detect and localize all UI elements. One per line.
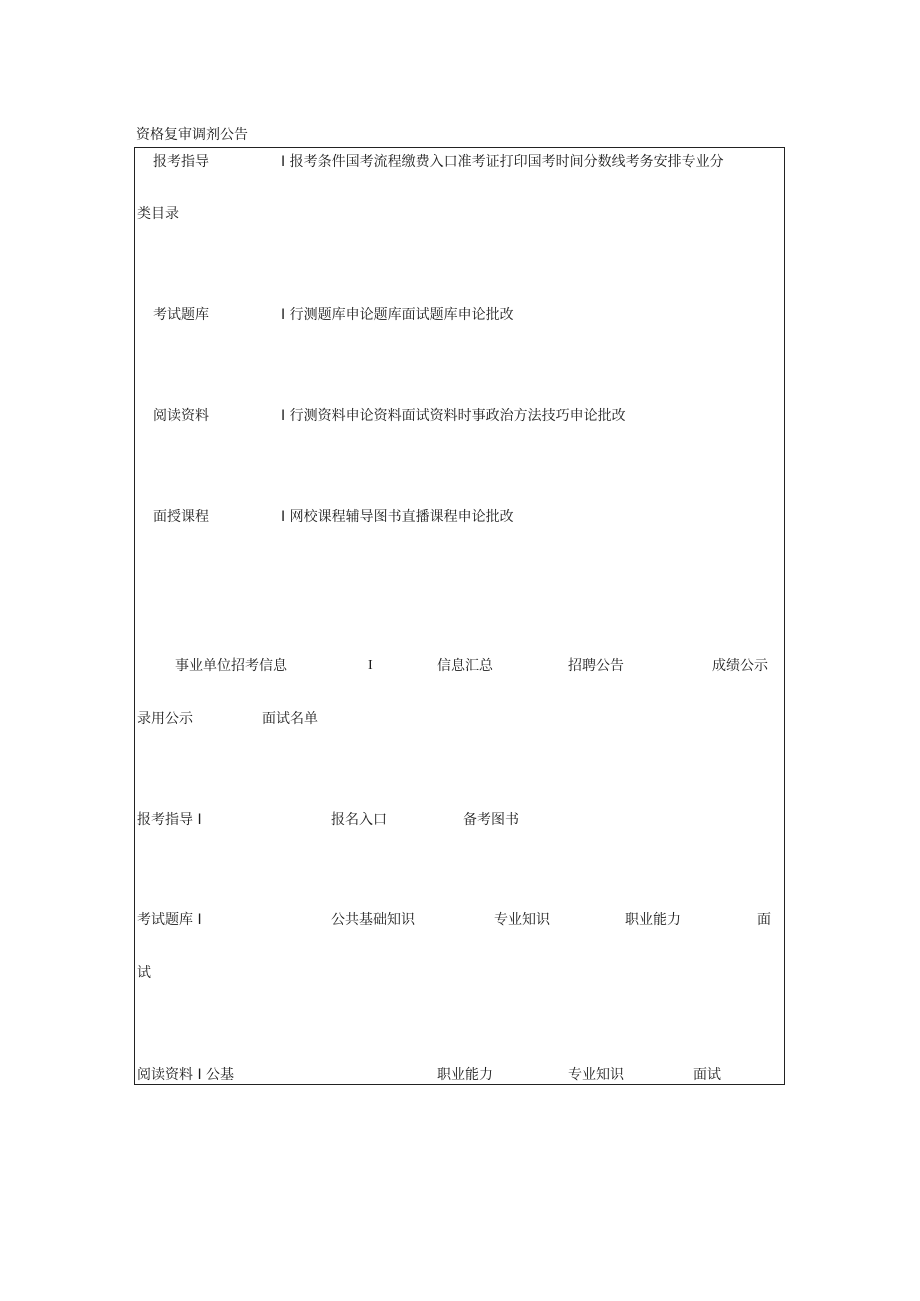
pi-info-link[interactable]: 成绩公示: [712, 658, 768, 674]
pi-bank-link[interactable]: 公共基础知识: [331, 912, 415, 928]
pi-bank-label[interactable]: 考试题库 I: [137, 912, 202, 928]
pi-guide-link[interactable]: 报名入口: [331, 812, 387, 828]
pi-bank-link[interactable]: 面: [757, 912, 771, 928]
guide-links-line2[interactable]: 类目录: [137, 206, 179, 222]
guide-label[interactable]: 报考指导: [153, 154, 209, 170]
pi-guide-link[interactable]: 备考图书: [463, 812, 519, 828]
pi-info-label[interactable]: 事业单位招考信息: [175, 658, 287, 674]
pi-reading-label[interactable]: 阅读资料 I 公基: [137, 1067, 235, 1083]
reading-links[interactable]: I 行测资料申论资料面试资料时事政治方法技巧申论批改: [281, 408, 626, 424]
pi-reading-link[interactable]: 专业知识: [568, 1067, 624, 1083]
pi-info-link[interactable]: 录用公示: [137, 711, 193, 727]
question-bank-label[interactable]: 考试题库: [153, 307, 209, 323]
pi-info-link[interactable]: 招聘公告: [568, 658, 624, 674]
nav-table: [134, 147, 785, 1085]
reading-label[interactable]: 阅读资料: [153, 408, 209, 424]
pi-reading-link[interactable]: 面试: [693, 1067, 721, 1083]
page-title: 资格复审调剂公告: [136, 127, 248, 143]
pi-bank-link[interactable]: 专业知识: [494, 912, 550, 928]
pi-guide-label[interactable]: 报考指导 I: [137, 812, 202, 828]
pi-info-link[interactable]: 面试名单: [262, 711, 318, 727]
courses-links[interactable]: I 网校课程辅导图书直播课程申论批改: [281, 509, 514, 525]
pi-bank-link[interactable]: 职业能力: [625, 912, 681, 928]
pi-info-separator: I: [368, 658, 373, 673]
guide-links-line1[interactable]: I 报考条件国考流程缴费入口准考证打印国考时间分数线考务安排专业分: [281, 154, 724, 170]
question-bank-links[interactable]: I 行测题库申论题库面试题库申论批改: [281, 307, 514, 323]
pi-bank-link[interactable]: 试: [137, 965, 151, 981]
pi-reading-link[interactable]: 职业能力: [437, 1067, 493, 1083]
courses-label[interactable]: 面授课程: [153, 509, 209, 525]
pi-info-link[interactable]: 信息汇总: [437, 658, 493, 674]
